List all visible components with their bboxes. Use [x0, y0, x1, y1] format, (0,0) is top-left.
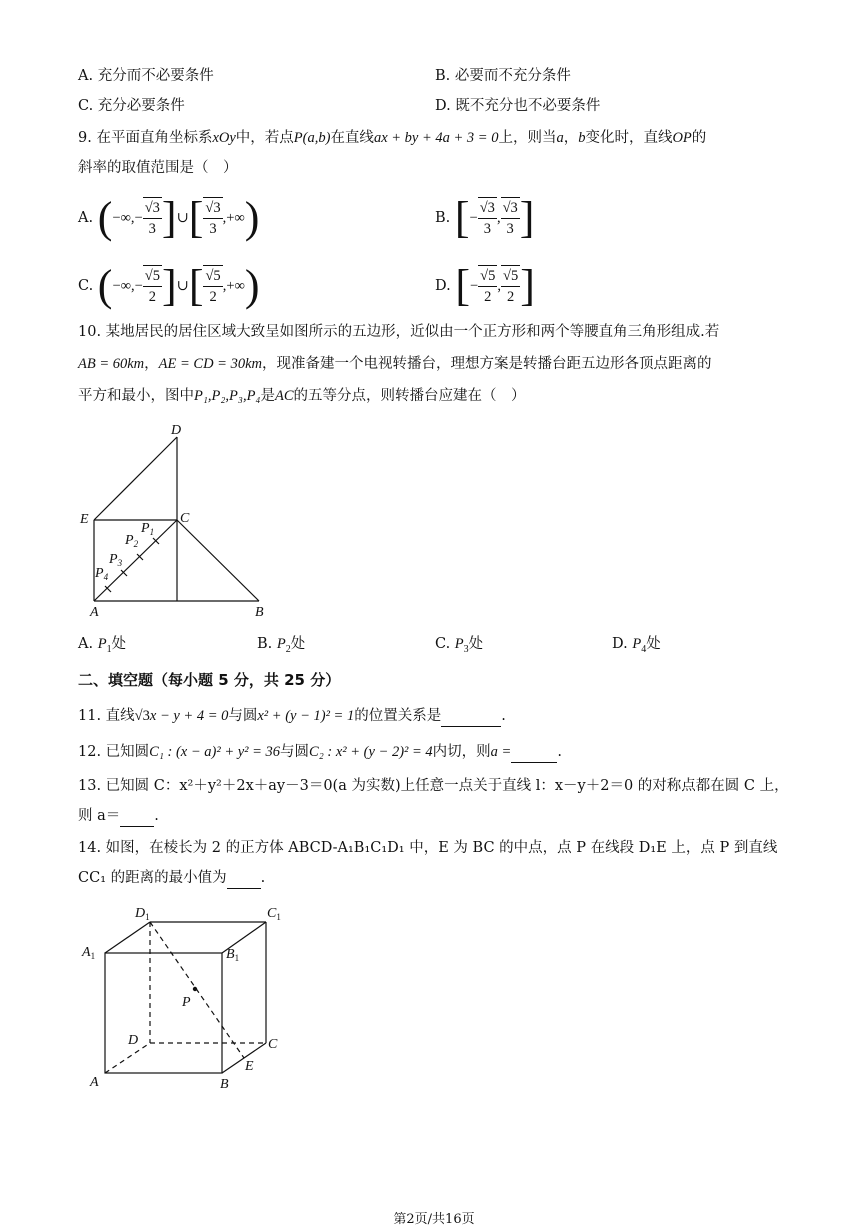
q10-option-b: B. $P_2$处 [257, 636, 306, 655]
edge-cb [177, 520, 259, 601]
label-p4: $P_4$ [95, 566, 109, 582]
q8-option-b: B. 必要而不充分条件 [435, 68, 571, 84]
label-p1: $P_1$ [141, 521, 155, 537]
front-face [105, 953, 222, 1073]
tick-p2 [137, 554, 143, 560]
label-b: B [220, 1077, 229, 1092]
label-p3: $P_3$ [109, 552, 123, 568]
q9-option-b: B. [− $\frac{√3}{3}$ , $\frac{√3}{3}$ ] [435, 193, 535, 242]
q10-option-a: A. $P_1$处 [78, 636, 127, 655]
label-d: D [171, 423, 182, 438]
segment-d1e [150, 922, 244, 1058]
pentagon-figure [75, 420, 275, 620]
label-b1: $B_1$ [226, 947, 240, 963]
q9-option-c: C. (−∞,− $\frac{√5}{2}$ ]∪[ $\frac{√5}{2}$ ,+∞) [78, 261, 260, 310]
q14-line2: CC₁ 的距离的最小值为 . [78, 868, 265, 889]
q8-option-c: C. 充分必要条件 [78, 98, 185, 114]
label-b: B [255, 605, 264, 620]
q9-line2: 斜率的取值范围是（ ） [78, 160, 238, 176]
q9-option-a: A. (−∞,− $\frac{√3}{3}$ ]∪[ $\frac{√3}{3}$ ,+∞) [78, 193, 260, 242]
label-c1: $C_1$ [267, 906, 281, 922]
label-d1: $D_1$ [135, 906, 150, 922]
q10-option-c: C. $P_3$处 [435, 636, 484, 655]
label-a1: $A_1$ [82, 945, 96, 961]
q13-line2: 则 a＝ . [78, 806, 159, 827]
q8-option-a: A. 充分而不必要条件 [78, 68, 214, 84]
q13-line1: 13. 已知圆 C：x²＋y²＋2x＋ay－3＝0(a 为实数)上任意一点关于直线 l：x－y＋2＝0 的对称点都在圆 C 上， [78, 778, 789, 794]
q14-line1: 14. 如图，在棱长为 2 的正方体 ABCD-A₁B₁C₁D₁ 中，E 为 BC 的中点，点 P 在线段 D₁E 上，点 P 到直线 [78, 840, 778, 856]
label-p: P [182, 995, 191, 1010]
label-a: A [90, 605, 99, 620]
label-c: C [268, 1037, 278, 1052]
label-a: A [90, 1075, 99, 1090]
cube-figure [78, 900, 298, 1100]
edge-a1d1 [105, 922, 150, 953]
q11: 11. 直线√3x − y + 4 = 0与圆x² + (y − 1)² = 1的位置关系是 . [78, 706, 506, 727]
edge-ed [94, 437, 177, 520]
label-d: D [128, 1033, 139, 1048]
q10-line3: 平方和最小，图中P₁,P₂,P₃,P₄是AC的五等分点，则转播台应建在（ ） [78, 388, 526, 404]
label-c: C [180, 511, 190, 526]
q12: 12. 已知圆C₁ : (x − a)² + y² = 36与圆C₂ : x² + (y − 2)² = 4内切，则a = . [78, 742, 562, 763]
section-title: 二、填空题（每小题 5 分，共 25 分） [78, 671, 341, 689]
label-e: E [80, 512, 89, 527]
page-footer: 第2页/共16页 [393, 1212, 475, 1227]
diagonal-ac [94, 520, 177, 601]
q9-option-d: D. [− $\frac{√5}{2}$ , $\frac{√5}{2}$ ] [435, 261, 535, 310]
q9-line1: 9. 在平面直角坐标系xOy中，若点P(a,b)在直线ax + by + 4a + 3 = 0上，则当a，b变化时，直线OP的 [78, 130, 707, 146]
label-p2: $P_2$ [125, 533, 139, 549]
point-p [193, 987, 197, 991]
q10-line2: AB = 60km，AE = CD = 30km，现准备建一个电视转播台，理想方案是转播台距五边形各顶点距离的 [78, 356, 712, 372]
label-e: E [245, 1059, 254, 1074]
q8-option-d: D. 既不充分也不必要条件 [435, 98, 601, 114]
q10-line1: 10. 某地居民的居住区域大致呈如图所示的五边形，近似由一个正方形和两个等腰直角三角形组成.若 [78, 324, 720, 340]
q10-option-d: D. $P_4$处 [612, 636, 661, 655]
